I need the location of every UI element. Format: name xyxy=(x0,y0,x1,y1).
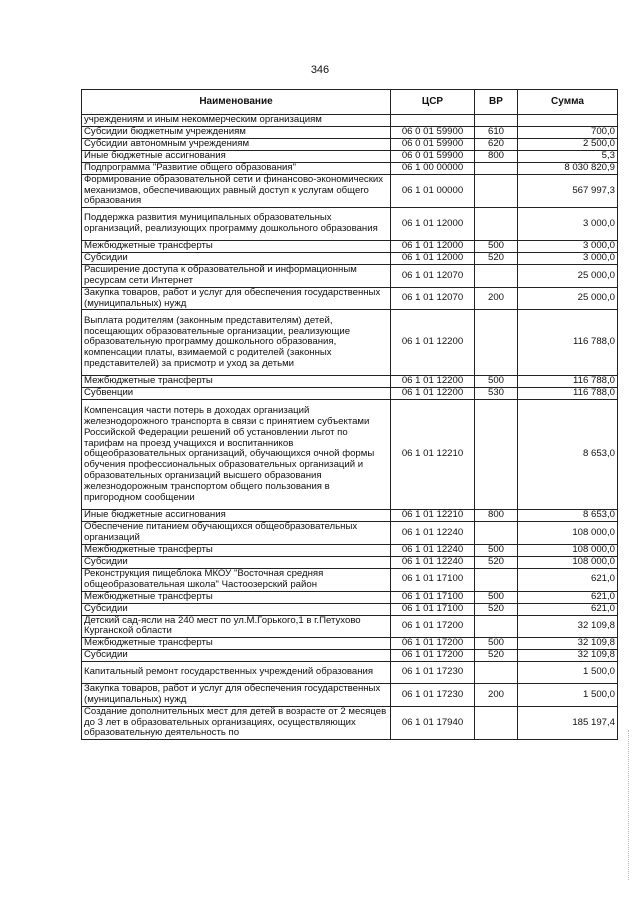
cell-vr xyxy=(475,208,518,241)
cell-vr: 800 xyxy=(475,510,518,522)
cell-vr: 520 xyxy=(475,650,518,662)
cell-sum: 3 000,0 xyxy=(518,241,618,253)
table-body xyxy=(82,115,618,740)
cell-csr: 06 1 01 12240 xyxy=(391,522,475,545)
cell-csr: 06 1 01 17230 xyxy=(391,684,475,707)
table-row xyxy=(82,510,618,522)
cell-vr xyxy=(475,265,518,288)
cell-vr xyxy=(475,662,518,684)
cell-name: Формирование образовательной сети и финансово-экономических механизмов, обеспечивающих равный доступ к услугам общего образования xyxy=(82,174,391,207)
cell-sum: 8 653,0 xyxy=(518,400,618,510)
cell-name: Межбюджетные трансферты xyxy=(82,376,391,388)
cell-name: Подпрограмма "Развитие общего образования" xyxy=(82,162,391,174)
cell-name: Субсидии xyxy=(82,603,391,615)
cell-csr: 06 1 01 17100 xyxy=(391,568,475,591)
cell-name: Межбюджетные трансферты xyxy=(82,544,391,556)
cell-csr: 06 0 01 59900 xyxy=(391,150,475,162)
cell-sum: 25 000,0 xyxy=(518,265,618,288)
cell-sum: 567 997,3 xyxy=(518,174,618,207)
cell-vr: 620 xyxy=(475,138,518,150)
table-row xyxy=(82,568,618,591)
cell-vr: 500 xyxy=(475,591,518,603)
cell-name: Обеспечение питанием обучающихся общеобразовательных организаций xyxy=(82,522,391,545)
cell-vr xyxy=(475,400,518,510)
budget-table xyxy=(81,89,618,740)
cell-vr xyxy=(475,706,518,739)
cell-sum: 1 500,0 xyxy=(518,662,618,684)
cell-sum: 108 000,0 xyxy=(518,522,618,545)
cell-name: Детский сад-ясли на 240 мест по ул.М.Горького,1 в г.Петухово Курганской области xyxy=(82,615,391,638)
cell-sum xyxy=(518,115,618,127)
cell-vr: 520 xyxy=(475,253,518,265)
table-row xyxy=(82,662,618,684)
table-row xyxy=(82,388,618,400)
cell-name: Субсидии xyxy=(82,556,391,568)
cell-name: учреждениям и иным некоммерческим организациям xyxy=(82,115,391,127)
cell-sum: 621,0 xyxy=(518,568,618,591)
cell-vr xyxy=(475,615,518,638)
cell-sum: 25 000,0 xyxy=(518,287,618,310)
cell-sum: 2 500,0 xyxy=(518,138,618,150)
cell-sum: 116 788,0 xyxy=(518,388,618,400)
cell-name: Субсидии xyxy=(82,253,391,265)
cell-vr: 520 xyxy=(475,603,518,615)
table-row xyxy=(82,162,618,174)
cell-name: Реконструкция пищеблока МКОУ "Восточная средняя общеобразовательная школа" Частоозерский район xyxy=(82,568,391,591)
cell-vr: 200 xyxy=(475,684,518,707)
header-csr: ЦСР xyxy=(391,90,475,115)
cell-vr: 200 xyxy=(475,287,518,310)
cell-csr: 06 1 01 17100 xyxy=(391,603,475,615)
cell-vr xyxy=(475,174,518,207)
cell-csr: 06 1 01 12000 xyxy=(391,208,475,241)
cell-csr: 06 1 01 12000 xyxy=(391,241,475,253)
table-row xyxy=(82,603,618,615)
cell-vr xyxy=(475,568,518,591)
cell-sum: 32 109,8 xyxy=(518,615,618,638)
cell-csr: 06 0 01 59900 xyxy=(391,138,475,150)
cell-vr: 500 xyxy=(475,638,518,650)
cell-vr: 500 xyxy=(475,544,518,556)
page-number: 346 xyxy=(310,64,330,76)
table-row xyxy=(82,241,618,253)
cell-name: Межбюджетные трансферты xyxy=(82,591,391,603)
table-row xyxy=(82,208,618,241)
cell-csr: 06 1 01 12240 xyxy=(391,544,475,556)
cell-csr: 06 1 01 17230 xyxy=(391,662,475,684)
cell-name: Иные бюджетные ассигнования xyxy=(82,510,391,522)
cell-vr: 500 xyxy=(475,241,518,253)
cell-vr: 500 xyxy=(475,376,518,388)
cell-name: Выплата родителям (законным представителям) детей, посещающих образовательные организации, реализующие образовательную программу дошкольного образования, компенсации платы, взимаемой с родителей (законных представителей) за присмотр и уход за детьми xyxy=(82,310,391,376)
header-vr: ВР xyxy=(475,90,518,115)
table-row xyxy=(82,126,618,138)
table-row xyxy=(82,544,618,556)
cell-sum: 108 000,0 xyxy=(518,556,618,568)
cell-csr: 06 1 01 17100 xyxy=(391,591,475,603)
table-row xyxy=(82,706,618,739)
cell-name: Закупка товаров, работ и услуг для обеспечения государственных (муниципальных) нужд xyxy=(82,684,391,707)
cell-name: Межбюджетные трансферты xyxy=(82,241,391,253)
cell-vr xyxy=(475,115,518,127)
table-header-row xyxy=(82,90,618,115)
cell-sum: 185 197,4 xyxy=(518,706,618,739)
cell-name: Поддержка развития муниципальных образовательных организаций, реализующих программу дошкольного образования xyxy=(82,208,391,241)
cell-name: Компенсация части потерь в доходах организаций железнодорожного транспорта в связи с принятием субъектами Российской Федерации решений об установлении льгот по тарифам на проезд учащихся и воспитанников общеобразовательных организаций, обучающихся очной формы обучения профессиональных образовательных организаций и образовательных организаций высшего образования железнодорожным транспортом общего пользования в пригородном сообщении xyxy=(82,400,391,510)
cell-csr: 06 1 01 12200 xyxy=(391,376,475,388)
cell-vr: 800 xyxy=(475,150,518,162)
cell-sum: 108 000,0 xyxy=(518,544,618,556)
table-row xyxy=(82,287,618,310)
cell-csr: 06 1 01 17200 xyxy=(391,638,475,650)
table-row xyxy=(82,650,618,662)
cell-vr: 520 xyxy=(475,556,518,568)
table-row xyxy=(82,400,618,510)
cell-vr xyxy=(475,310,518,376)
cell-sum: 700,0 xyxy=(518,126,618,138)
table-row xyxy=(82,638,618,650)
cell-sum: 5,3 xyxy=(518,150,618,162)
cell-csr: 06 1 01 12000 xyxy=(391,253,475,265)
cell-name: Закупка товаров, работ и услуг для обеспечения государственных (муниципальных) нужд xyxy=(82,287,391,310)
cell-csr: 06 1 01 12200 xyxy=(391,388,475,400)
table-row xyxy=(82,376,618,388)
table-row xyxy=(82,253,618,265)
cell-csr: 06 1 00 00000 xyxy=(391,162,475,174)
cell-csr: 06 1 01 12240 xyxy=(391,556,475,568)
table-row xyxy=(82,615,618,638)
cell-sum: 621,0 xyxy=(518,603,618,615)
cell-name: Создание дополнительных мест для детей в возрасте от 2 месяцев до 3 лет в образовательных организациях, осуществляющих образовательную деятельность по xyxy=(82,706,391,739)
cell-name: Субсидии xyxy=(82,650,391,662)
cell-name: Субсидии бюджетным учреждениям xyxy=(82,126,391,138)
cell-csr xyxy=(391,115,475,127)
cell-name: Субвенции xyxy=(82,388,391,400)
table-row xyxy=(82,310,618,376)
table-row xyxy=(82,591,618,603)
table-row xyxy=(82,150,618,162)
cell-name: Межбюджетные трансферты xyxy=(82,638,391,650)
cell-sum: 3 000,0 xyxy=(518,253,618,265)
cell-csr: 06 1 01 12210 xyxy=(391,400,475,510)
cell-sum: 8 030 820,9 xyxy=(518,162,618,174)
table-row xyxy=(82,684,618,707)
table-row xyxy=(82,115,618,127)
cell-sum: 3 000,0 xyxy=(518,208,618,241)
cell-name: Субсидии автономным учреждениям xyxy=(82,138,391,150)
margin-mark xyxy=(628,730,635,880)
cell-sum: 621,0 xyxy=(518,591,618,603)
cell-vr: 530 xyxy=(475,388,518,400)
cell-sum: 8 653,0 xyxy=(518,510,618,522)
cell-sum: 32 109,8 xyxy=(518,638,618,650)
cell-sum: 116 788,0 xyxy=(518,376,618,388)
table-row xyxy=(82,556,618,568)
cell-csr: 06 1 01 00000 xyxy=(391,174,475,207)
cell-csr: 06 1 01 12210 xyxy=(391,510,475,522)
cell-vr: 610 xyxy=(475,126,518,138)
cell-vr xyxy=(475,522,518,545)
table-row xyxy=(82,174,618,207)
cell-csr: 06 1 01 17940 xyxy=(391,706,475,739)
table-row xyxy=(82,138,618,150)
cell-csr: 06 0 01 59900 xyxy=(391,126,475,138)
cell-sum: 1 500,0 xyxy=(518,684,618,707)
cell-csr: 06 1 01 12070 xyxy=(391,287,475,310)
header-sum: Сумма xyxy=(518,90,618,115)
cell-vr xyxy=(475,162,518,174)
cell-name: Иные бюджетные ассигнования xyxy=(82,150,391,162)
header-name: Наименование xyxy=(82,90,391,115)
cell-csr: 06 1 01 17200 xyxy=(391,615,475,638)
cell-name: Капитальный ремонт государственных учреждений образования xyxy=(82,662,391,684)
cell-sum: 116 788,0 xyxy=(518,310,618,376)
table-row xyxy=(82,265,618,288)
table-row xyxy=(82,522,618,545)
cell-name: Расширение доступа к образовательной и информационным ресурсам сети Интернет xyxy=(82,265,391,288)
cell-sum: 32 109,8 xyxy=(518,650,618,662)
cell-csr: 06 1 01 12200 xyxy=(391,310,475,376)
cell-csr: 06 1 01 12070 xyxy=(391,265,475,288)
cell-csr: 06 1 01 17200 xyxy=(391,650,475,662)
